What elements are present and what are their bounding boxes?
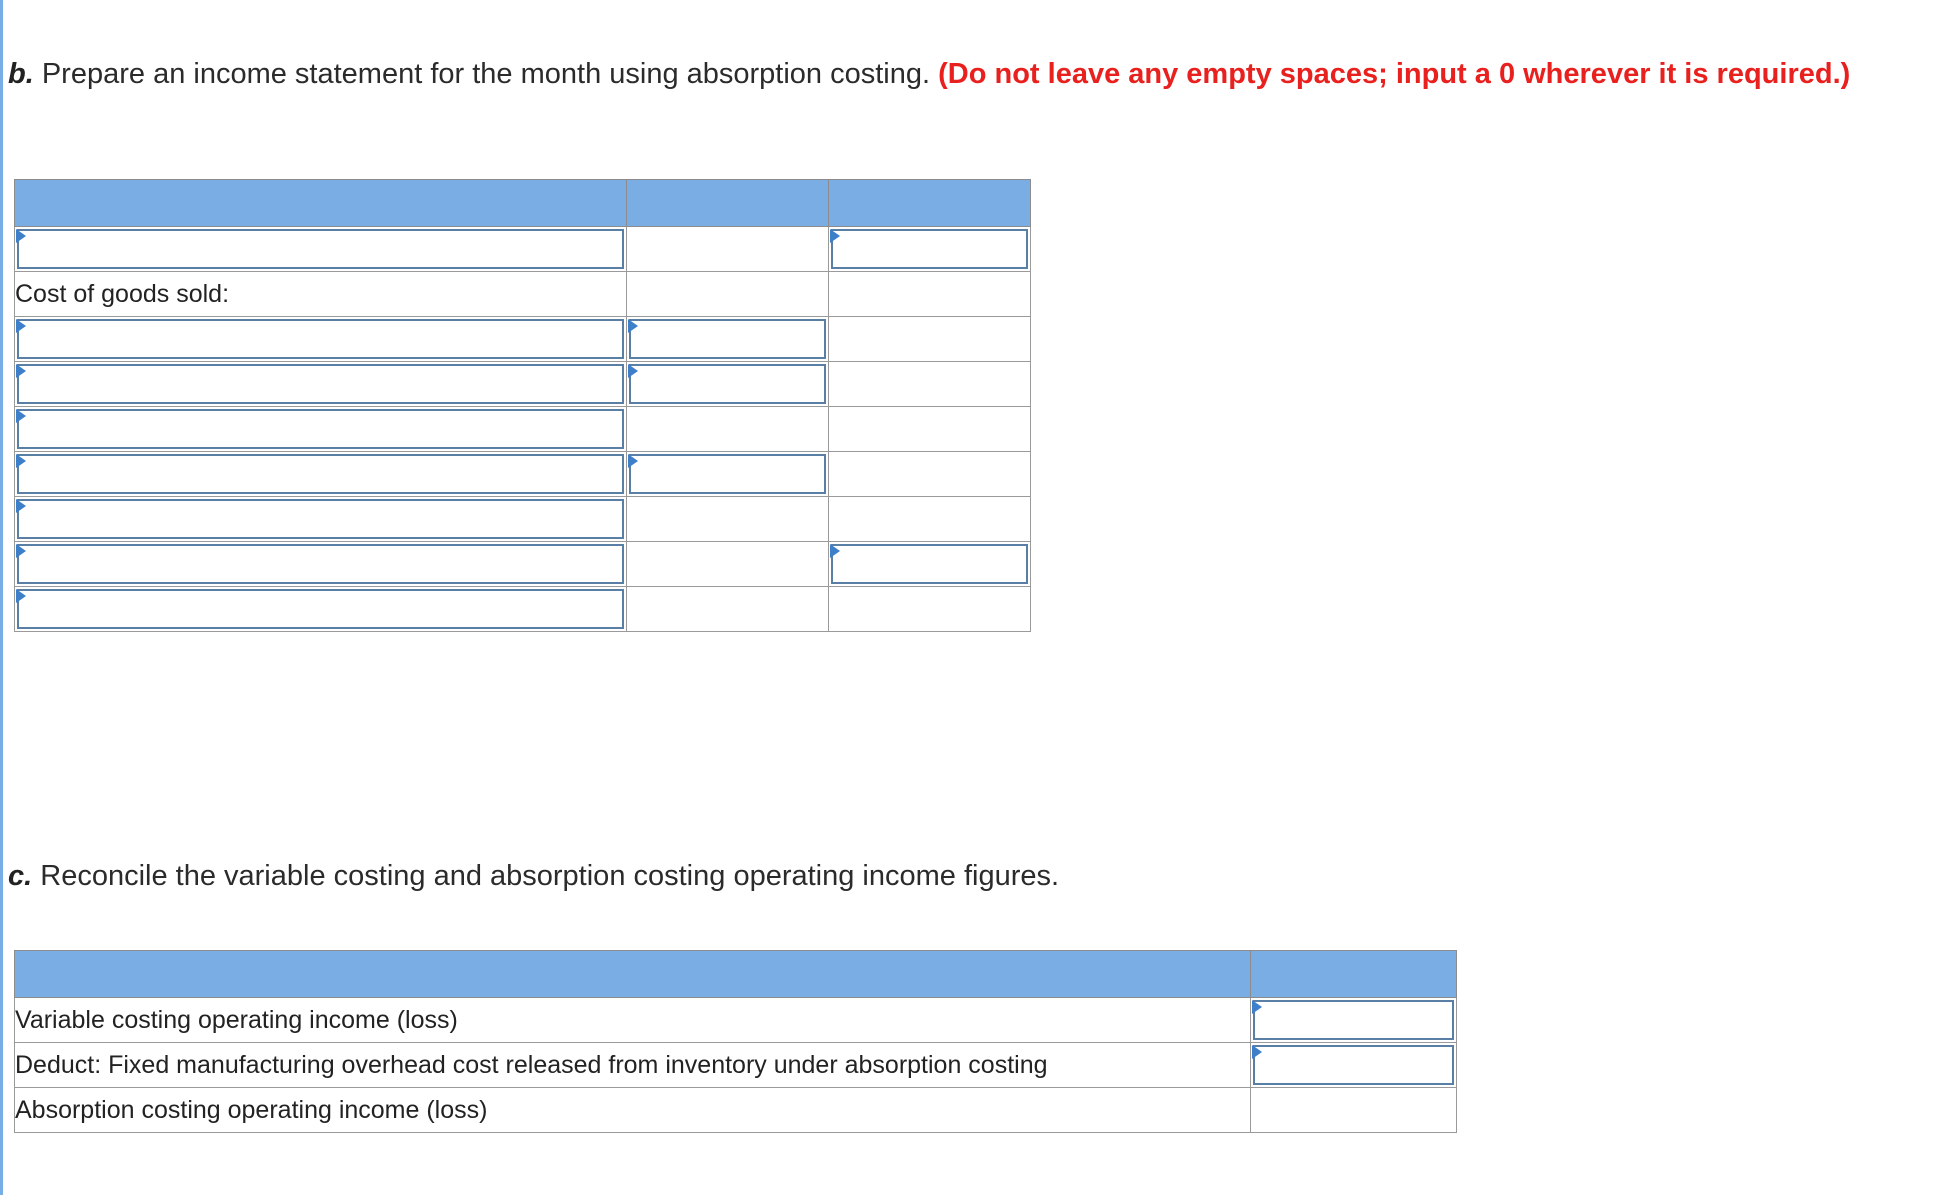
line-item-input[interactable] — [17, 229, 624, 269]
header-cell — [15, 951, 1251, 998]
question-b — [8, 56, 1868, 92]
amount-input[interactable] — [831, 544, 1028, 584]
header-cell — [15, 180, 627, 227]
line-item-input[interactable] — [17, 499, 624, 539]
table-cell — [829, 362, 1031, 407]
dropdown-indicator-icon — [628, 454, 638, 468]
left-accent-rule — [0, 0, 3, 1195]
table-header-row — [15, 180, 1031, 227]
table-cell — [627, 227, 829, 272]
line-item-input[interactable] — [17, 319, 624, 359]
dropdown-indicator-icon — [16, 499, 26, 513]
header-cell — [627, 180, 829, 227]
table-row — [15, 1088, 1457, 1133]
question-b-letter: b. — [8, 58, 34, 90]
table-row — [15, 542, 1031, 587]
table-cell — [829, 542, 1031, 587]
table-row — [15, 998, 1457, 1043]
table-cell — [15, 452, 627, 497]
table-cell — [829, 452, 1031, 497]
total-cell — [829, 587, 1031, 632]
table-row — [15, 227, 1031, 272]
header-cell — [1251, 951, 1457, 998]
amount-input[interactable] — [629, 364, 826, 404]
table-cell — [15, 587, 627, 632]
table-cell — [15, 497, 627, 542]
question-b-note: (Do not leave any empty spaces; input a 0 wherever it is required.) — [938, 58, 1851, 90]
table-cell — [627, 587, 829, 632]
dropdown-indicator-icon — [16, 454, 26, 468]
table-row — [15, 407, 1031, 452]
table-cell — [15, 317, 627, 362]
amount-input[interactable] — [831, 229, 1028, 269]
table-cell — [15, 542, 627, 587]
dropdown-indicator-icon — [1252, 1045, 1262, 1059]
dropdown-indicator-icon — [830, 229, 840, 243]
dropdown-indicator-icon — [16, 229, 26, 243]
table-cell — [829, 317, 1031, 362]
question-c-letter: c. — [8, 860, 33, 892]
question-c — [8, 858, 1059, 894]
total-cell — [1251, 1088, 1457, 1133]
table-cell — [829, 407, 1031, 452]
variable-costing-income-input[interactable] — [1253, 1000, 1454, 1040]
table-cell — [15, 407, 627, 452]
table-cell — [829, 272, 1031, 317]
table-cell — [15, 362, 627, 407]
fixed-overhead-released-label: Deduct: Fixed manufacturing overhead cost released from inventory under absorption costing — [15, 1043, 1251, 1088]
cogs-label: Cost of goods sold: — [15, 272, 627, 317]
table-cell — [627, 317, 829, 362]
table-cell — [829, 227, 1031, 272]
table-cell — [627, 452, 829, 497]
table-row — [15, 362, 1031, 407]
amount-input[interactable] — [629, 319, 826, 359]
table-cell — [627, 362, 829, 407]
header-cell — [829, 180, 1031, 227]
dropdown-indicator-icon — [16, 364, 26, 378]
dropdown-indicator-icon — [628, 364, 638, 378]
table-row — [15, 587, 1031, 632]
dropdown-indicator-icon — [830, 544, 840, 558]
table-row — [15, 497, 1031, 542]
dropdown-indicator-icon — [16, 589, 26, 603]
line-item-input[interactable] — [17, 454, 624, 494]
line-item-input[interactable] — [17, 589, 624, 629]
table-cell — [627, 497, 829, 542]
income-statement-table — [14, 179, 1031, 632]
table-cell — [829, 497, 1031, 542]
table-cell — [627, 542, 829, 587]
question-b-text: Prepare an income statement for the month using absorption costing. — [33, 58, 939, 90]
line-item-input[interactable] — [17, 544, 624, 584]
amount-input[interactable] — [629, 454, 826, 494]
table-row — [15, 272, 1031, 317]
line-item-input[interactable] — [17, 409, 624, 449]
table-cell — [1251, 998, 1457, 1043]
line-item-input[interactable] — [17, 364, 624, 404]
table-cell — [15, 227, 627, 272]
dropdown-indicator-icon — [16, 409, 26, 423]
table-row — [15, 452, 1031, 497]
absorption-costing-income-label: Absorption costing operating income (loss) — [15, 1088, 1251, 1133]
reconciliation-table — [14, 950, 1457, 1133]
fixed-overhead-released-input[interactable] — [1253, 1045, 1454, 1085]
dropdown-indicator-icon — [16, 544, 26, 558]
question-c-text: Reconcile the variable costing and absorption costing operating income figures. — [32, 860, 1060, 892]
dropdown-indicator-icon — [16, 319, 26, 333]
table-header-row — [15, 951, 1457, 998]
variable-costing-income-label: Variable costing operating income (loss) — [15, 998, 1251, 1043]
table-cell — [1251, 1043, 1457, 1088]
table-cell — [627, 272, 829, 317]
table-cell — [627, 407, 829, 452]
dropdown-indicator-icon — [628, 319, 638, 333]
table-row — [15, 317, 1031, 362]
table-row — [15, 1043, 1457, 1088]
dropdown-indicator-icon — [1252, 1000, 1262, 1014]
